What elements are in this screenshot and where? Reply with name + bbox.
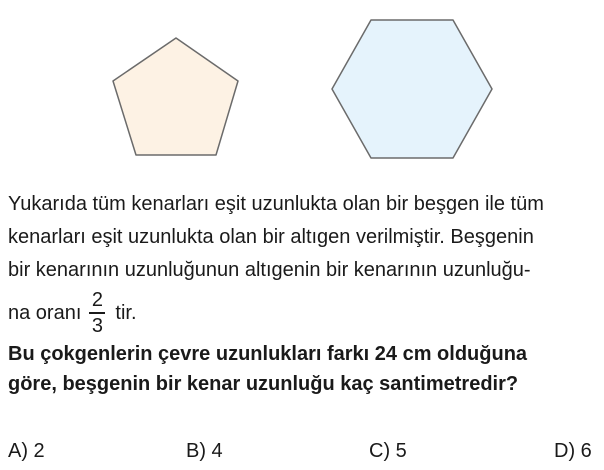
- pentagon-shape: [113, 38, 238, 155]
- fraction-denominator: 3: [91, 314, 103, 337]
- answer-option-c[interactable]: C) 5: [369, 440, 407, 462]
- question-line-1: Bu çokgenlerin çevre uzunlukları farkı 24 cm olduğuna: [8, 343, 528, 365]
- hexagon-shape: [332, 20, 492, 158]
- ratio-suffix: tir.: [115, 301, 137, 324]
- problem-text-line-1: Yukarıda tüm kenarları eşit uzunlukta olan bir beşgen ile tüm: [8, 193, 544, 215]
- answer-option-d[interactable]: D) 6: [554, 440, 592, 462]
- problem-text-line-2: kenarları eşit uzunlukta olan bir altıgen verilmiştir. Beşgenin: [8, 226, 534, 248]
- problem-text-line-3: bir kenarının uzunluğunun altıgenin bir kenarının uzunluğu-: [8, 259, 531, 281]
- question-line-2: göre, beşgenin bir kenar uzunluğu kaç santimetredir?: [8, 373, 519, 395]
- fraction-numerator: 2: [91, 289, 103, 312]
- polygon-figure: [0, 0, 604, 170]
- ratio-fraction: [89, 289, 105, 337]
- answer-option-a[interactable]: A) 2: [8, 440, 45, 462]
- problem-text-line-4: [8, 288, 598, 338]
- fraction-bar: [89, 312, 105, 314]
- answer-option-b[interactable]: B) 4: [186, 440, 223, 462]
- ratio-prefix: na oranı: [8, 301, 82, 324]
